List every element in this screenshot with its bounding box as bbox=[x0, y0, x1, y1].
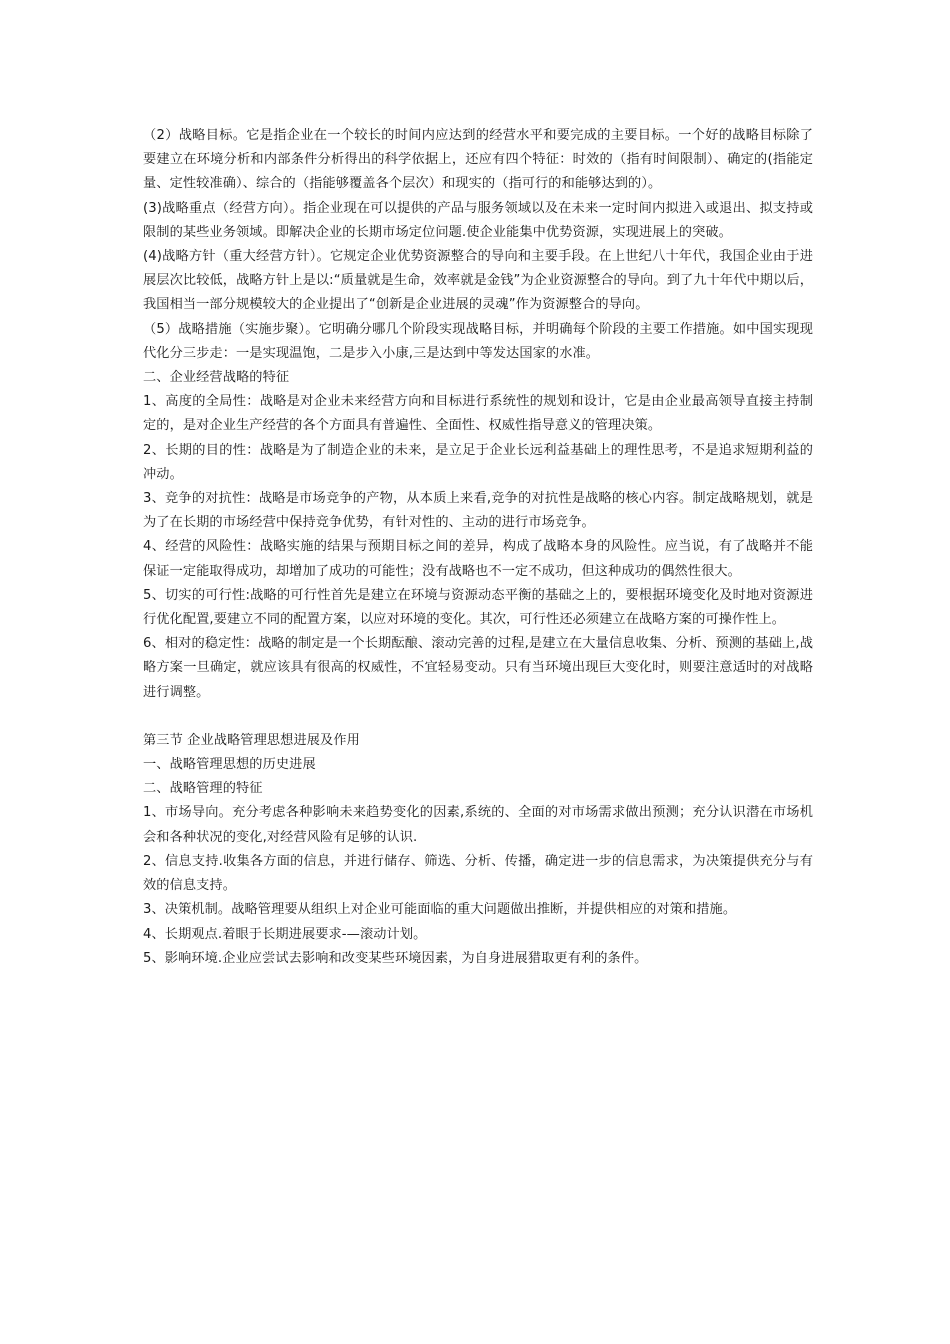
paragraph-feature-5: 5、切实的可行性:战略的可行性首先是建立在环境与资源动态平衡的基础之上的，要根据环境变化及时地对资源进行优化配置,要建立不同的配置方案，以应对环境的变化。其次，可行性还必须建立在战略方案的可操作性上。 bbox=[143, 587, 813, 628]
paragraph-strategic-goal: （2）战略目标。它是指企业在一个较长的时间内应达到的经营水平和要完成的主要目标。一个好的战略目标除了要建立在环境分析和内部条件分析得出的科学依据上，还应有四个特征：时效的（指有时间限制）、确定的(指能定量、定性较准确）、综合的（指能够覆盖各个层次）和现实的（指可行的和能够达到的）。 bbox=[143, 128, 813, 192]
paragraph-mgmt-feature-2: 2、信息支持.收集各方面的信息，并进行储存、筛选、分析、传播，确定进一步的信息需求，为决策提供充分与有效的信息支持。 bbox=[143, 853, 813, 894]
section-heading-strategy-features: 二、企业经营战略的特征 bbox=[143, 370, 290, 386]
section-heading-history: 一、战略管理思想的历史进展 bbox=[143, 757, 316, 773]
section-heading-management-features: 二、战略管理的特征 bbox=[143, 781, 263, 797]
paragraph-strategic-measures: （5）战略措施（实施步聚）。它明确分哪几个阶段实现战略目标，并明确每个阶段的主要工作措施。如中国实现现代化分三步走：一是实现温饱，二是步入小康,三是达到中等发达国家的水准。 bbox=[143, 321, 813, 361]
paragraph-feature-1: 1、高度的全局性：战略是对企业未来经营方向和目标进行系统性的规划和设计，它是由企业最高领导直接主持制定的，是对企业生产经营的各个方面具有普遍性、全面性、权威性指导意义的管理决策。 bbox=[143, 394, 813, 434]
section-title-3: 第三节 企业战略管理思想进展及作用 bbox=[143, 732, 360, 748]
paragraph-feature-2: 2、长期的目的性：战略是为了制造企业的未来，是立足于企业长远利益基础上的理性思考，不是追求短期利益的冲动。 bbox=[143, 442, 813, 482]
paragraph-strategic-focus: (3)战略重点（经营方向）。指企业现在可以提供的产品与服务领域以及在未来一定时间内拟进入或退出、拟支持或限制的某些业务领域。即解决企业的长期市场定位问题.使企业能集中优势资源，实现进展上的突破。 bbox=[143, 200, 813, 240]
document-body bbox=[143, 124, 813, 971]
blank-line bbox=[143, 705, 813, 729]
paragraph-mgmt-feature-4: 4、长期观点.着眼于长期进展要求-—滚动计划。 bbox=[143, 926, 427, 942]
paragraph-feature-3: 3、竞争的对抗性：战略是市场竞争的产物，从本质上来看,竞争的对抗性是战略的核心内容。制定战略规划，就是为了在长期的市场经营中保持竞争优势，有针对性的、主动的进行市场竞争。 bbox=[143, 491, 813, 531]
paragraph-feature-4: 4、经营的风险性：战略实施的结果与预期目标之间的差异，构成了战略本身的风险性。应当说，有了战略并不能保证一定能取得成功，却增加了成功的可能性；没有战略也不一定不成功，但这种成功的偶然性很大。 bbox=[143, 539, 813, 579]
paragraph-mgmt-feature-3: 3、决策机制。战略管理要从组织上对企业可能面临的重大问题做出推断，并提供相应的对策和措施。 bbox=[143, 902, 737, 918]
paragraph-strategic-policy: (4)战略方针（重大经营方针）。它规定企业优势资源整合的导向和主要手段。在上世纪八十年代，我国企业由于进展层次比较低，战略方针上是以:“质量就是生命，效率就是金钱”为企业资源整合的导向。到了九十年代中期以后，我国相当一部分规模较大的企业提出了“创新是企业进展的灵魂”作为资源整合的导向。 bbox=[143, 249, 813, 313]
paragraph-mgmt-feature-1: 1、市场导向。充分考虑各种影响未来趋势变化的因素,系统的、全面的对市场需求做出预测；充分认识潜在市场机会和各种状况的变化,对经营风险有足够的认识. bbox=[143, 805, 813, 845]
paragraph-feature-6: 6、相对的稳定性：战略的制定是一个长期酝酿、滚动完善的过程,是建立在大量信息收集、分析、预测的基础上,战略方案一旦确定，就应该具有很高的权威性，不宜轻易变动。只有当环境出现巨大变化时，则要注意适时的对战略进行调整。 bbox=[143, 636, 813, 700]
paragraph-mgmt-feature-5: 5、影响环境.企业应尝试去影响和改变某些环境因素，为自身进展猎取更有利的条件。 bbox=[143, 950, 648, 966]
